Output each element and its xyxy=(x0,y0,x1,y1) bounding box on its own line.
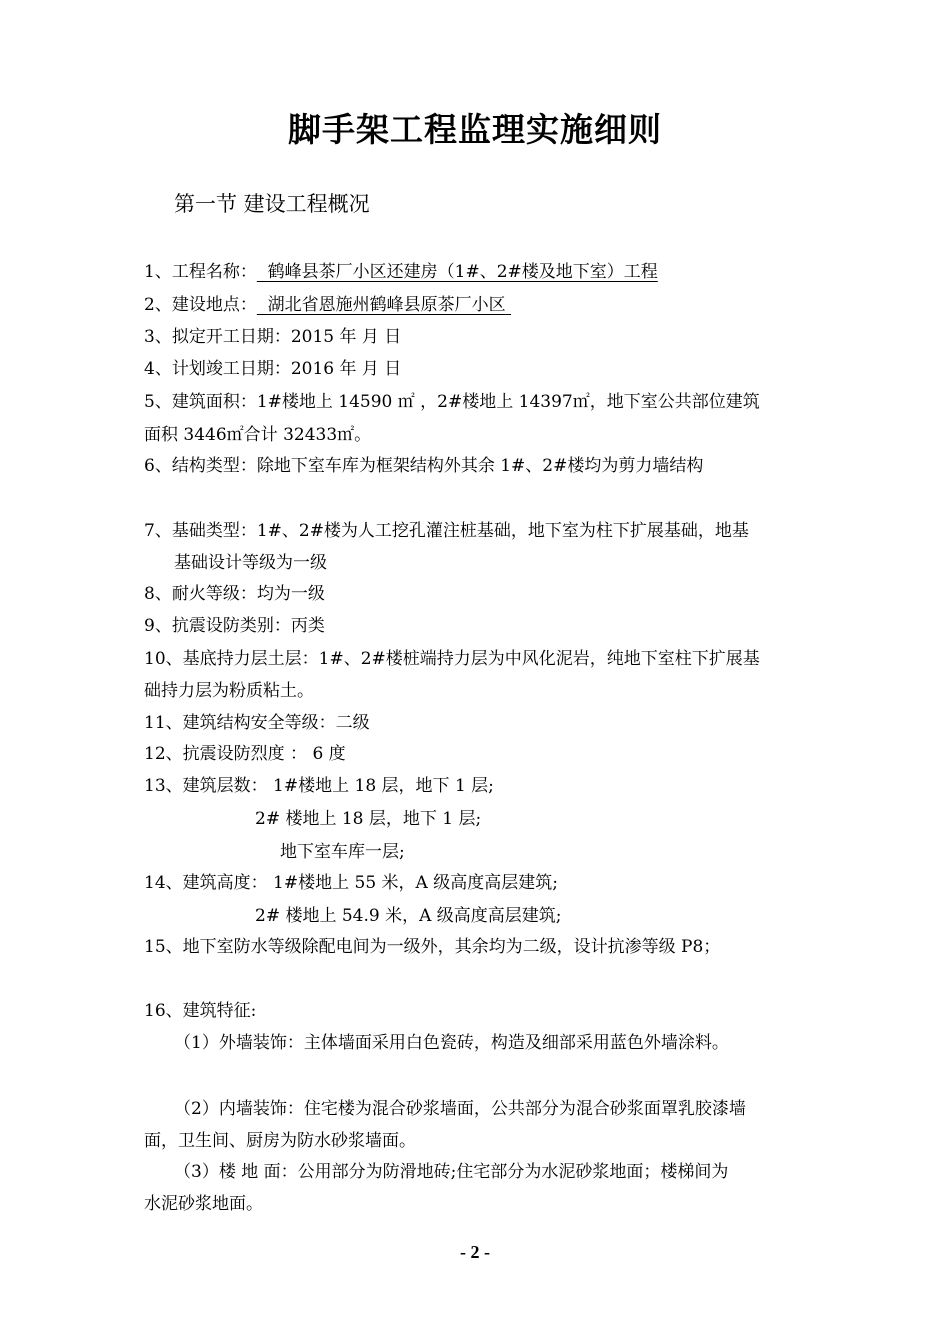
waterproof-line: 15、地下室防水等级除配电间为一级外，其余均为二级，设计抗渗等级 P8； xyxy=(144,937,721,957)
project-name-line xyxy=(144,260,658,284)
bearing-layer-line-1: 10、基底持力层土层：1#、2#楼桩端持力层为中风化泥岩，纯地下室柱下扩展基 xyxy=(144,649,760,669)
section-heading: 第一节 建设工程概况 xyxy=(174,192,370,216)
start-date-line: 3、拟定开工日期：2015 年 月 日 xyxy=(144,327,402,347)
safety-grade-line: 11、建筑结构安全等级：二级 xyxy=(144,713,370,733)
area-line-1: 5、建筑面积：1#楼地上 14590 ㎡ ，2#楼地上 14397㎡，地下室公共部位建筑 xyxy=(144,392,760,412)
foundation-line-2: 基础设计等级为一级 xyxy=(174,553,327,573)
floor-finish-line-2: 水泥砂浆地面。 xyxy=(144,1194,263,1214)
location-line xyxy=(144,293,511,317)
location-value: 湖北省恩施州鹤峰县原茶厂小区 xyxy=(267,295,506,315)
foundation-line-1: 7、基础类型：1#、2#楼为人工挖孔灌注桩基础，地下室为柱下扩展基础，地基 xyxy=(144,521,749,541)
project-name-label: 1、工程名称： xyxy=(144,262,257,282)
project-name-value: 鹤峰县茶厂小区还建房（1#、2#楼及地下室）工程 xyxy=(267,262,658,282)
floors-line-2: 2# 楼地上 18 层，地下 1 层; xyxy=(255,809,482,829)
height-line-1: 14、建筑高度： 1#楼地上 55 米，A 级高度高层建筑; xyxy=(144,873,558,893)
exterior-finish-line: （1）外墙装饰：主体墙面采用白色瓷砖，构造及细部采用蓝色外墙涂料。 xyxy=(174,1033,729,1053)
interior-finish-line-2: 面，卫生间、厨房为防水砂浆墙面。 xyxy=(144,1131,416,1151)
page-number: - 2 - xyxy=(460,1242,490,1262)
area-line-2: 面积 3446㎡合计 32433㎡。 xyxy=(144,425,372,445)
height-line-2: 2# 楼地上 54.9 米，A 级高度高层建筑; xyxy=(255,906,562,926)
floor-finish-line-1: （3）楼 地 面：公用部分为防滑地砖;住宅部分为水泥砂浆地面；楼梯间为 xyxy=(174,1162,729,1182)
features-heading: 16、建筑特征: xyxy=(144,1001,257,1021)
floors-line-1: 13、建筑层数： 1#楼地上 18 层，地下 1 层; xyxy=(144,776,494,796)
seismic-class-line: 9、抗震设防类别：丙类 xyxy=(144,616,325,636)
bearing-layer-line-2: 础持力层为粉质粘土。 xyxy=(144,681,314,701)
document-title: 脚手架工程监理实施细则 xyxy=(288,110,662,149)
interior-finish-line-1: （2）内墙装饰：住宅楼为混合砂浆墙面，公共部分为混合砂浆面罩乳胶漆墙 xyxy=(174,1099,746,1119)
location-label: 2、建设地点： xyxy=(144,295,257,315)
end-date-line: 4、计划竣工日期：2016 年 月 日 xyxy=(144,359,402,379)
seismic-intensity-line: 12、抗震设防烈度 ： 6 度 xyxy=(144,744,346,764)
structure-type-line: 6、结构类型：除地下室车库为框架结构外其余 1#、2#楼均为剪力墙结构 xyxy=(144,456,704,476)
fire-rating-line: 8、耐火等级：均为一级 xyxy=(144,584,325,604)
floors-line-3: 地下室车库一层; xyxy=(280,842,405,862)
